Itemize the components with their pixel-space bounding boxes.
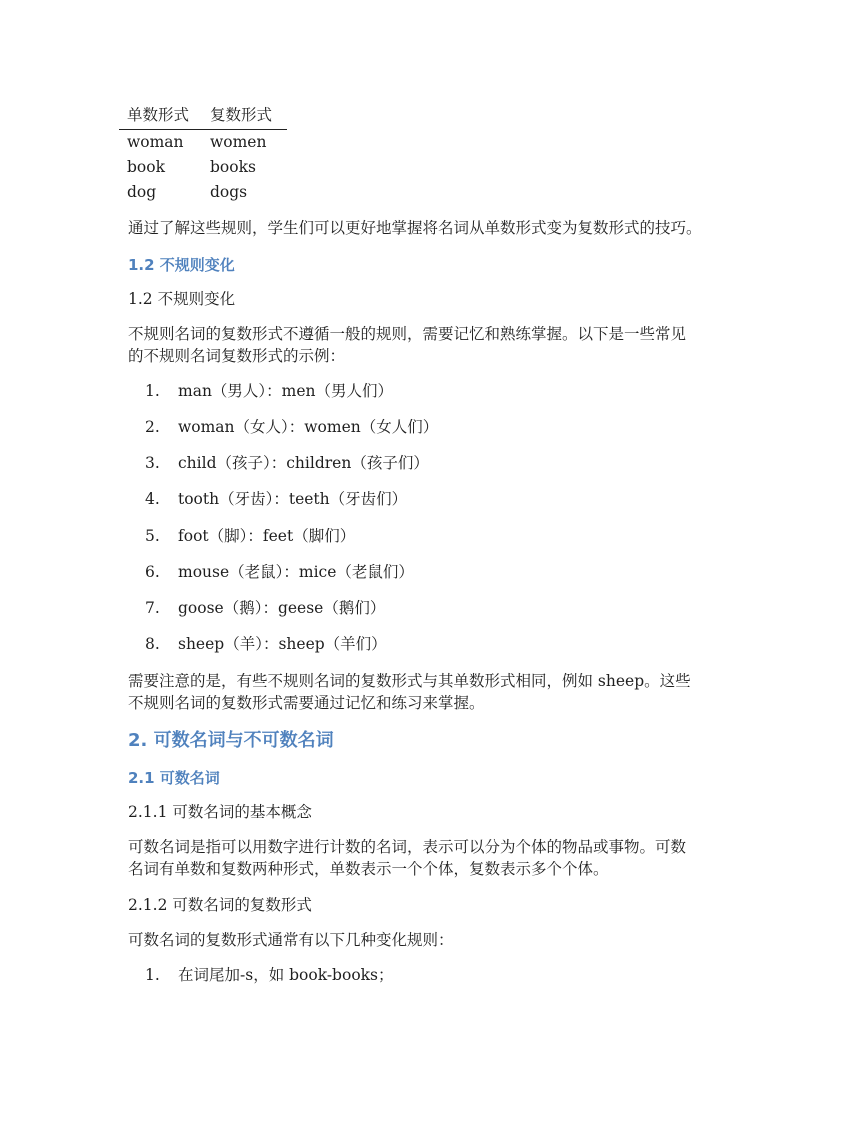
list-item: woman（女人）：women（女人们）: [178, 418, 439, 436]
list-item-number: 7.: [145, 599, 160, 617]
heading-countable: 2.1 可数名词: [128, 769, 220, 787]
table-cell: books: [210, 158, 256, 176]
list-item: goose（鹅）：geese（鹅们）: [178, 599, 386, 617]
paragraph-plural-form-intro: 可数名词的复数形式通常有以下几种变化规则：: [128, 931, 454, 949]
table-header-singular: 单数形式: [127, 106, 190, 124]
table-cell: book: [127, 158, 165, 176]
paragraph-after-table: 通过了解这些规则，学生们可以更好地掌握将名词从单数形式变为复数形式的技巧。: [128, 219, 702, 237]
paragraph-irregular-intro-2: 的不规则名词复数形式的示例：: [128, 347, 346, 365]
list-item: sheep（羊）：sheep（羊们）: [178, 635, 387, 653]
heading-irregular: 1.2 不规则变化: [128, 256, 235, 274]
paragraph-basic-concept-1: 可数名词是指可以用数字进行计数的名词，表示可以分为个体的物品或事物。可数: [128, 838, 687, 856]
table-cell: dog: [127, 183, 157, 201]
table-header-plural: 复数形式: [210, 106, 273, 124]
list-item: tooth（牙齿）：teeth（牙齿们）: [178, 490, 408, 508]
list-item-number: 1.: [145, 382, 160, 400]
list-item-number: 4.: [145, 490, 160, 508]
list-item: mouse（老鼠）：mice（老鼠们）: [178, 563, 414, 581]
list-item-number: 6.: [145, 563, 160, 581]
table-cell: women: [210, 133, 267, 151]
list-item: man（男人）：men（男人们）: [178, 382, 394, 400]
table-cell: dogs: [210, 183, 248, 201]
list-item-number: 5.: [145, 527, 160, 545]
list-item-number: 3.: [145, 454, 160, 472]
subtitle-plural-form: 2.1.2 可数名词的复数形式: [128, 896, 312, 914]
list-item: child（孩子）：children（孩子们）: [178, 454, 429, 472]
heading-section-2: 2. 可数名词与不可数名词: [128, 730, 334, 751]
list-item: 在词尾加-s，如 book-books；: [178, 966, 394, 984]
subtitle-irregular: 1.2 不规则变化: [128, 290, 236, 308]
list-item-number: 8.: [145, 635, 160, 653]
table-cell: woman: [127, 133, 184, 151]
paragraph-irregular-note-1: 需要注意的是，有些不规则名词的复数形式与其单数形式相同，例如 sheep。这些: [128, 672, 691, 690]
list-item-number: 2.: [145, 418, 160, 436]
paragraph-irregular-intro-1: 不规则名词的复数形式不遵循一般的规则，需要记忆和熟练掌握。以下是一些常见: [128, 325, 687, 343]
list-item-number: 1.: [145, 966, 160, 984]
paragraph-irregular-note-2: 不规则名词的复数形式需要通过记忆和练习来掌握。: [128, 694, 485, 712]
paragraph-basic-concept-2: 名词有单数和复数两种形式，单数表示一个个体，复数表示多个个体。: [128, 860, 609, 878]
subtitle-basic-concept: 2.1.1 可数名词的基本概念: [128, 803, 312, 821]
list-item: foot（脚）：feet（脚们）: [178, 527, 356, 545]
